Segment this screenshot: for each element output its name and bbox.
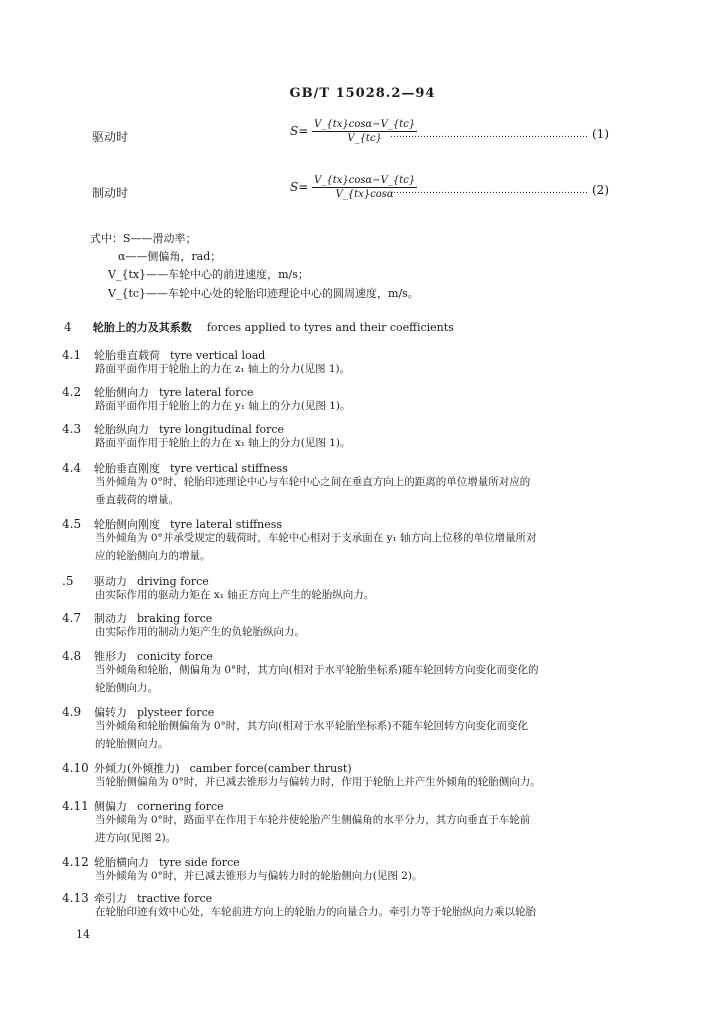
term-title: 外倾力(外倾推力) [94, 762, 180, 775]
section-number: 4 [64, 320, 72, 334]
term-title-en: plysteer force [137, 706, 215, 719]
term-definition-line: 当外倾角为 0°时，轮胎印迹理论中心与车轮中心之间在垂直方向上的距离的单位增量所对应的 [95, 476, 531, 488]
formula-2-leader-dots: ………………………………………………………… [390, 186, 588, 196]
term-heading [62, 570, 209, 589]
formula-1-leader-dots: ………………………………………………………… [390, 130, 588, 140]
term-definition-line: 进方向(见图 2)。 [95, 832, 177, 844]
term-number: 4.12 [62, 855, 89, 869]
term-heading [62, 381, 253, 400]
term-title-en: cornering force [137, 800, 224, 813]
term-title-en: driving force [137, 575, 209, 588]
term-definition-line: 当外倾角和轮胎侧偏角为 0°时，其方向(相对于水平轮胎坐标系)不随车轮回转方向变化而变化 [95, 720, 528, 732]
term-title-en: tyre lateral force [159, 386, 254, 399]
section-4-heading [64, 316, 454, 335]
term-number: .5 [62, 574, 74, 588]
term-definition-line: 路面平面作用于轮胎上的力在 x₁ 轴上的分力(见图 1)。 [95, 437, 351, 449]
term-definition-line: 由实际作用的制动力矩产生的负轮胎纵向力。 [95, 626, 305, 638]
term-definition-line: 路面平面作用于轮胎上的力在 y₁ 轴上的分力(见图 1)。 [95, 400, 351, 412]
formula-1-number: (1) [592, 127, 609, 141]
term-definition-line: 当外倾角为 0°并承受规定的载荷时，车轮中心相对于支承面在 y₁ 轴方向上位移的单位增量所对 [95, 532, 537, 544]
term-definition-line: 路面平面作用于轮胎上的力在 z₁ 轴上的分力(见图 1)。 [95, 363, 351, 375]
where-line-3: V_{tx}——车轮中心的前进速度，m/s； [108, 268, 309, 281]
term-title: 轮胎垂直刚度 [94, 462, 160, 475]
formula-2-denominator: V_{tx}cosα [335, 189, 394, 200]
term-title-en: braking force [137, 612, 213, 625]
formula-2-numerator: V_{tx}cosα−V_{tc} [314, 175, 416, 186]
formula-2-label: 制动时 [92, 186, 129, 200]
term-title-en: camber force(camber thrust) [189, 762, 352, 775]
term-heading [62, 513, 282, 532]
formula-1-denominator: V_{tc} [347, 133, 382, 144]
formula-1-numerator: V_{tx}cosα−V_{tc} [314, 119, 416, 130]
term-number: 4.11 [62, 799, 89, 813]
term-number: 4.2 [62, 385, 82, 399]
term-number: 4.1 [62, 348, 82, 362]
where-line-2: α——侧偏角，rad； [118, 250, 222, 263]
term-number: 4.7 [62, 611, 82, 625]
term-number: 4.4 [62, 461, 82, 475]
term-title: 轮胎垂直载荷 [94, 349, 160, 362]
section-title: 轮胎上的力及其系数 [92, 321, 192, 334]
formula-1-lhs: S= [290, 124, 309, 138]
term-title: 轮胎侧向力 [94, 386, 149, 399]
term-title-en: tractive force [137, 892, 213, 905]
term-title: 偏转力 [94, 706, 127, 719]
term-title-en: conicity force [137, 650, 213, 663]
term-heading [62, 344, 265, 363]
term-title-en: tyre side force [159, 856, 240, 869]
term-heading [62, 887, 212, 906]
term-number: 4.13 [62, 891, 89, 905]
formula-1-label: 驱动时 [92, 130, 129, 144]
term-title: 牵引力 [94, 892, 127, 905]
term-title: 驱动力 [94, 575, 127, 588]
term-heading [62, 457, 288, 476]
term-definition-line: 在轮胎印迹有效中心处，车轮前进方向上的轮胎力的向量合力。牵引力等于轮胎纵向力乘以轮胎 [95, 906, 536, 918]
term-number: 4.10 [62, 761, 89, 775]
term-heading [62, 418, 284, 437]
formula-2-number: (2) [592, 183, 609, 197]
term-title-en: tyre lateral stiffness [170, 518, 283, 531]
where-line-1: 式中：S——滑动率； [90, 232, 197, 245]
term-definition-line: 当外倾角为 0°时，并已减去锥形力与偏转力时的轮胎侧向力(见图 2)。 [95, 870, 423, 882]
section-title-en: forces applied to tyres and their coefficients [206, 321, 454, 334]
term-heading [62, 851, 240, 870]
term-number: 4.9 [62, 705, 82, 719]
term-definition-line: 的轮胎侧向力。 [95, 738, 169, 750]
where-line-4: V_{tc}——车轮中心处的轮胎印迹理论中心的圆周速度，m/s。 [108, 287, 419, 300]
term-title-en: tyre vertical stiffness [170, 462, 288, 475]
term-heading [62, 645, 213, 664]
term-heading [62, 795, 224, 814]
term-definition-line: 垂直载荷的增量。 [95, 494, 179, 506]
term-title-en: tyre longitudinal force [159, 423, 285, 436]
term-definition-line: 当外倾角和轮胎，侧偏角为 0°时，其方向(相对于水平轮胎坐标系)随车轮回转方向变化而变化的 [95, 664, 539, 676]
term-definition-line: 当轮胎侧偏角为 0°时，并已减去锥形力与偏转力时，作用于轮胎上并产生外倾角的轮胎侧向力。 [95, 776, 541, 788]
term-title-en: tyre vertical load [170, 349, 266, 362]
term-title: 制动力 [94, 612, 127, 625]
term-title: 轮胎纵向力 [94, 423, 149, 436]
term-definition-line: 当外倾角为 0°时，路面平在作用于车轮并使轮胎产生侧偏角的水平分力，其方向垂直于车轮前 [95, 814, 531, 826]
term-title: 轮胎横向力 [94, 856, 149, 869]
standard-code-header: GB/T 15028.2—94 [289, 86, 436, 101]
term-definition-line: 轮胎侧向力。 [95, 682, 158, 694]
term-number: 4.5 [62, 517, 82, 531]
page-number: 14 [76, 928, 90, 941]
term-title: 锥形力 [94, 650, 127, 663]
term-definition-line: 应的轮胎侧向力的增量。 [95, 550, 211, 562]
term-heading [62, 701, 214, 720]
formula-2-lhs: S= [290, 180, 309, 194]
term-title: 侧偏力 [94, 800, 127, 813]
term-heading [62, 757, 352, 776]
term-heading [62, 607, 212, 626]
term-number: 4.3 [62, 422, 82, 436]
term-definition-line: 由实际作用的驱动力矩在 x₁ 轴正方向上产生的轮胎纵向力。 [95, 589, 375, 601]
term-number: 4.8 [62, 649, 82, 663]
term-title: 轮胎侧向刚度 [94, 518, 160, 531]
